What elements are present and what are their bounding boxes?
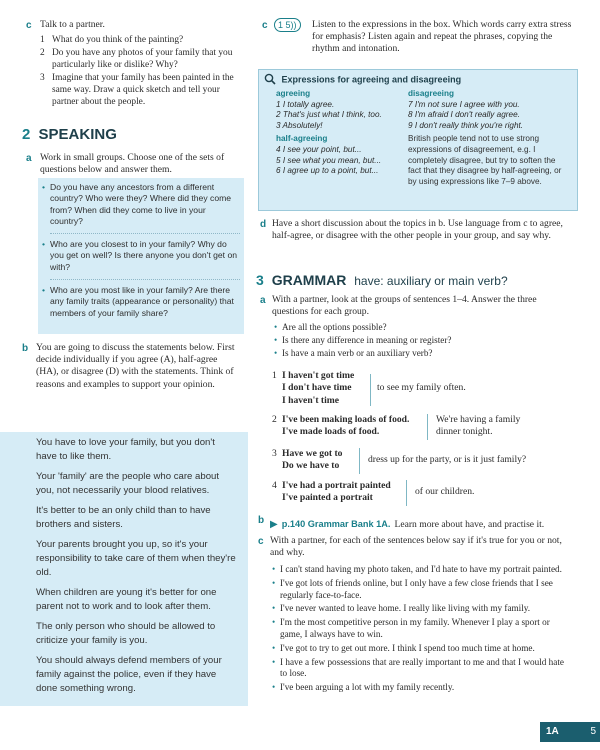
- section-letter: a: [260, 295, 266, 306]
- question-set: • Who are you closest to in your family? Why do you get on well? Is there anyone you don't get on with?: [50, 233, 240, 273]
- divider: [406, 480, 407, 506]
- section-letter: c: [26, 20, 32, 31]
- sentence-group-1: I haven't got time I don't have time I haven't time: [282, 370, 355, 406]
- group-number: 4: [272, 480, 277, 491]
- list-item: 2 Do you have any photos of your family that you particularly like or dislike? Why?: [40, 48, 233, 70]
- statement: It's better to be an only child than to have brothers and sisters.: [36, 505, 211, 530]
- list-item: • I've got to try to get out more. I think I spend too much time at home.: [280, 643, 572, 655]
- list-item: • I'm the most competitive person in my family. Whenever I play a sport or game, I always have to win.: [280, 617, 572, 641]
- usage-note: British people tend not to use strong expressions of disagreement, e.g. I completely disagree, but try to soften the fact that they disagree by half-agreeing, or by using expressions like 7–9 above.: [408, 134, 562, 186]
- section-letter: c: [258, 536, 264, 547]
- list-item: • I have a few possessions that are really important to me and that I would hate to lose.: [280, 657, 572, 681]
- statements-list: [36, 436, 236, 696]
- sentence-ending: dress up for the party, or is it just family?: [368, 454, 527, 465]
- sentence-ending: We're having a family dinner tonight.: [436, 414, 521, 438]
- group-number: 3: [272, 448, 277, 459]
- arrow-icon: ▶: [270, 519, 278, 530]
- list-item: • Are all the options possible?: [282, 322, 572, 334]
- grammar-questions: [282, 322, 572, 359]
- instruction-text: With a partner, for each of the sentences below say if it's true for you or not, and why.: [270, 535, 562, 559]
- statement: Your 'family' are the people who care about you, not necessarily your blood relatives.: [36, 471, 220, 496]
- agreeing-group: agreeing 1 I totally agree. 2 That's just what I think, too. 3 Absolutely! half-agreeing 4 I see your point, but... 5 I see what you mean, but... 6 I agree up to a point, but...: [276, 89, 382, 176]
- list-item: • I've got lots of friends online, but I only have a few close friends that I see regularly face-to-face.: [280, 578, 572, 602]
- list-item: • Is have a main verb or an auxiliary verb?: [282, 348, 572, 360]
- divider: [359, 448, 360, 474]
- statement: You have to love your family, but you don't have to like them.: [36, 437, 215, 462]
- group-number: 1: [272, 370, 277, 381]
- sentence-group-2: I've been making loads of food. I've made loads of food.: [282, 414, 410, 438]
- grammar-bank-line: ▶ p.140 Grammar Bank 1A. Learn more about have, and practise it.: [270, 519, 545, 530]
- section-letter: c: [262, 20, 268, 31]
- disagreeing-group: disagreeing 7 I'm not sure I agree with you. 8 I'm afraid I don't really agree. 9 I don't really think you're right. British people tend not to use strong expressions of disagreement, e.g. I completely disagree, but try to soften the fact that they disagree by half-agreeing, or by using expressions like 7–9 above.: [408, 89, 570, 187]
- list-item: • Is there any difference in meaning or register?: [282, 335, 572, 347]
- section-letter: b: [258, 515, 265, 526]
- instruction-text: You are going to discuss the statements below. First decide individually if you agree (A), half-agree (HA), or disagree (D) with the statements. Think of reasons and examples to support your opinion.: [36, 342, 235, 390]
- list-item: 1 What do you think of the painting?: [40, 35, 184, 45]
- divider: [427, 414, 428, 440]
- statement: Your parents brought you up, so it's your responsibility to take care of them when they're old.: [36, 539, 236, 578]
- c-items-list: [40, 34, 246, 108]
- instruction-text: Listen to the expressions in the box. Which words carry extra stress for emphasis? Listen again and repeat the phrases, copying the rhythm and intonation.: [312, 19, 572, 55]
- statement: You should always defend members of your family against the police, even if they have done something wrong.: [36, 655, 222, 694]
- statement: When children are young it's better for one parent not to work and to look after them.: [36, 587, 217, 612]
- list-item: • I've been arguing a lot with my family recently.: [280, 682, 572, 694]
- grammar-bank-link[interactable]: p.140 Grammar Bank 1A.: [281, 519, 391, 529]
- section-heading-speaking: 2 SPEAKING: [22, 126, 117, 143]
- expressions-box-title: Expressions for agreeing and disagreeing: [264, 73, 461, 87]
- page-footer: [540, 722, 600, 742]
- sentence-group-3: Have we got to Do we have to: [282, 448, 343, 472]
- question-set: • Do you have any ancestors from a different country? Who were they? Where did they come from? When did they come to live in your country?: [50, 182, 240, 227]
- statement: The only person who should be allowed to criticize your family is you.: [36, 621, 216, 646]
- list-item: 3 Imagine that your family has been painted in the same way. Draw a quick sketch and tell your partner about the people.: [40, 73, 234, 107]
- true-for-you-list: [280, 564, 572, 694]
- list-item: • I can't stand having my photo taken, and I'd hate to have my portrait painted.: [280, 564, 572, 576]
- audio-track-icon[interactable]: 1 5)): [274, 18, 301, 32]
- section-letter: d: [260, 219, 267, 230]
- sentence-ending: of our children.: [415, 486, 475, 497]
- group-number: 2: [272, 414, 277, 425]
- list-item: • I've never wanted to leave home. I really like living with my family.: [280, 603, 572, 615]
- instruction-text: Talk to a partner.: [40, 19, 105, 30]
- instruction-text: Have a short discussion about the topics in b. Use language from c to agree, half-agree, or disagree with the other people in your group, and say why.: [272, 218, 563, 242]
- questions-list: [50, 182, 240, 319]
- divider: [370, 374, 371, 406]
- section-letter: b: [22, 343, 29, 354]
- search-icon: [264, 73, 276, 87]
- page-number: 5: [590, 726, 596, 737]
- question-set: • Who are you most like in your family? Are there any family traits (appearance or personality) that members of your family share?: [50, 279, 240, 319]
- unit-label: 1A: [546, 726, 559, 737]
- sentence-group-4: I've had a portrait painted I've painted a portrait: [282, 480, 391, 504]
- instruction-text: With a partner, look at the groups of sentences 1–4. Answer the three questions for each group.: [272, 294, 537, 318]
- section-letter: a: [26, 153, 32, 164]
- sentence-ending: to see my family often.: [377, 382, 466, 393]
- section-heading-grammar: 3 GRAMMAR have: auxiliary or main verb?: [256, 272, 508, 288]
- instruction-text: Work in small groups. Choose one of the sets of questions below and answer them.: [40, 152, 225, 176]
